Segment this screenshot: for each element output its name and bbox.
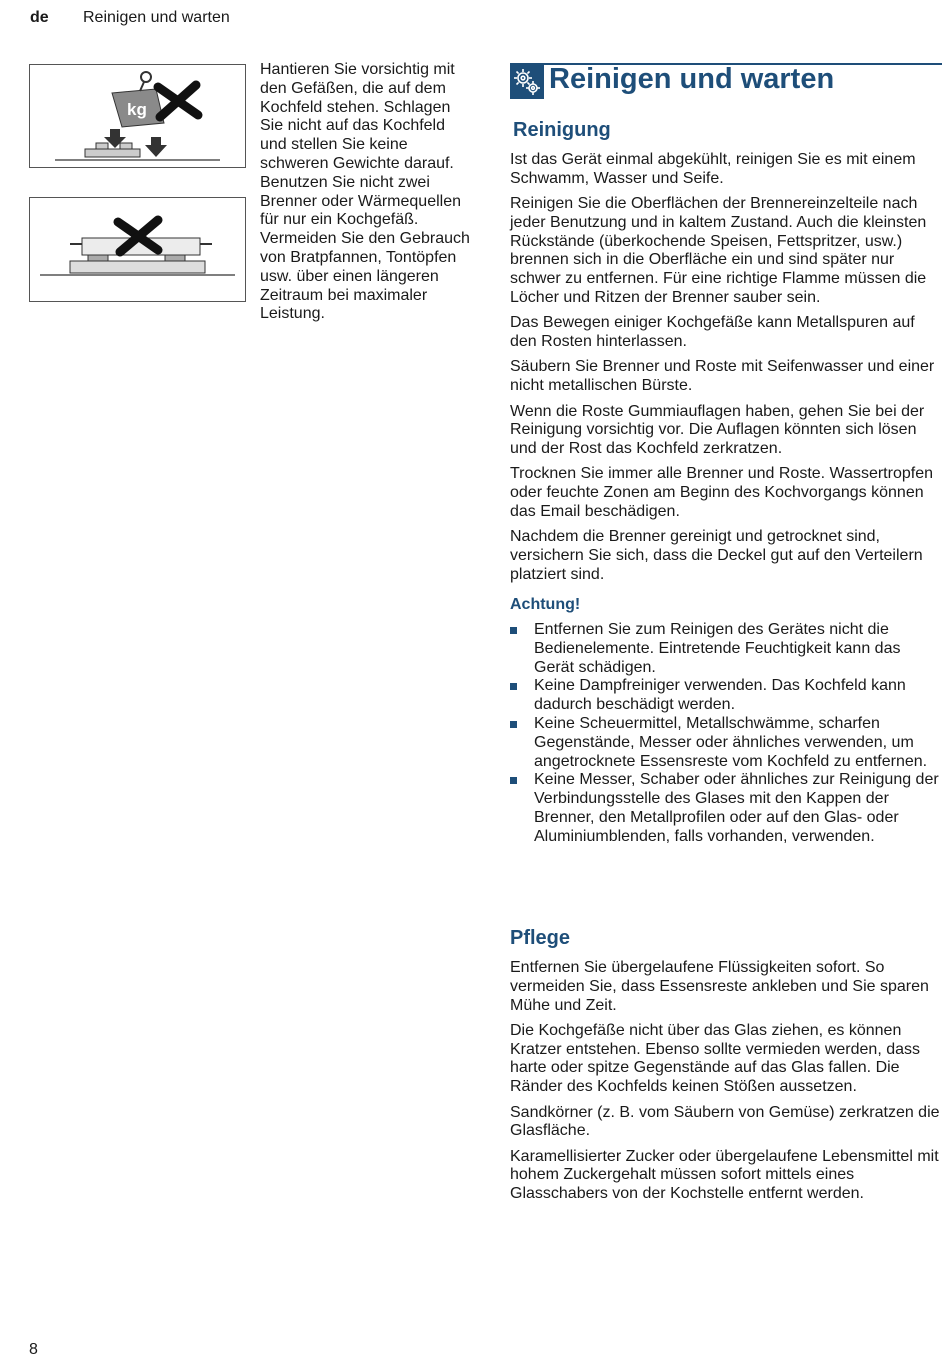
list-item: Keine Dampfreiniger verwenden. Das Kochfeld kann dadurch beschädigt werden. (510, 677, 942, 715)
header-section-title: Reinigen und warten (83, 9, 230, 26)
list-item: Keine Messer, Schaber oder ähnliches zur Reinigung der Verbindungsstelle des Glases mit den Kappen der Brenner, den Metallprofilen oder auf den Glas- oder Aluminiumblenden, falls vorhanden, verwenden. (510, 771, 942, 846)
reinigung-section (510, 151, 942, 847)
reinigung-paragraph: Ist das Gerät einmal abgekühlt, reinigen Sie es mit einem Schwamm, Wasser und Seife. (510, 151, 916, 187)
achtung-label: Achtung! (510, 595, 581, 613)
bullet-square-icon (510, 683, 517, 690)
bullet-square-icon (510, 721, 517, 728)
left-paragraph: Vermeiden Sie den Gebrauch von Bratpfannen, Tontöpfen usw. über einen längeren Zeitraum bei maximaler Leistung. (260, 230, 470, 323)
page-title: Reinigen und warten (549, 63, 835, 95)
pflege-paragraph: Entfernen Sie übergelaufene Flüssigkeiten sofort. So vermeiden Sie, dass Essensreste ankleben und Sie sparen Mühe und Zeit. (510, 959, 929, 1014)
pflege-paragraph: Karamellisierter Zucker oder übergelaufene Lebensmittel mit hohem Zuckergehalt müssen sofort mittels eines Glasschabers von der Kochstelle entfernt werden. (510, 1147, 939, 1203)
reinigung-paragraph: Trocknen Sie immer alle Brenner und Roste. Wassertropfen oder feuchte Zonen am Beginn des Kochvorgangs können das Email beschädigen. (510, 465, 933, 521)
left-paragraph: Hantieren Sie vorsichtig mit den Gefäßen, die auf dem Kochfeld stehen. Schlagen Sie nicht auf das Kochfeld und stellen Sie keine schweren Gewichte darauf. (260, 61, 455, 172)
page-number: 8 (29, 1341, 38, 1358)
illustration-no-two-burners (29, 197, 246, 302)
illustration-no-heavy-weights (29, 64, 246, 168)
pflege-paragraph: Die Kochgefäße nicht über das Glas ziehen, es können Kratzer entstehen. Ebenso sollte vermieden werden, dass harte oder spitze Gegenstände auf das Glas fallen. Die Ränder des Kochfelds keinen Stößen aussetzen. (510, 1021, 921, 1096)
reinigung-paragraph: Wenn die Roste Gummiauflagen haben, gehen Sie bei der Reinigung vorsichtig vor. Die Auflagen könnten sich lösen und der Rost das Kochfeld zerkratzen. (510, 402, 925, 458)
cross-mark-icon (158, 85, 198, 117)
pflege-paragraph: Sandkörner (z. B. vom Säubern von Gemüse) zerkratzen die Glasfläche. (510, 1103, 940, 1140)
bullet-square-icon (510, 627, 517, 634)
achtung-list (510, 621, 942, 847)
weight-label: kg (127, 100, 147, 119)
left-column-text (260, 61, 475, 324)
reinigung-paragraph: Das Bewegen einiger Kochgefäße kann Metallspuren auf den Rosten hinterlassen. (510, 314, 915, 351)
left-paragraph: Benutzen Sie nicht zwei Brenner oder Wärmequellen für nur ein Kochgefäß. (260, 173, 461, 229)
heading-pflege: Pflege (510, 927, 571, 949)
pflege-section (510, 959, 942, 1211)
gear-maintenance-icon (510, 65, 544, 99)
list-item: Keine Scheuermittel, Metallschwämme, scharfen Gegenstände, Messer oder ähnliches verwenden, um angetrocknete Essensreste vom Kochfeld zu entfernen. (510, 715, 942, 771)
heading-reinigung: Reinigung (513, 119, 611, 141)
reinigung-paragraph: Reinigen Sie die Oberflächen der Brennereinzelteile nach jeder Benutzung und in kaltem Zustand. Auch die kleinsten Rückstände (überkochende Speisen, Fettspritzer, usw.) brennen sich in die Oberfläche ein und sind später nur schwer zu entfernen. Für eine richtige Flamme müssen die Löcher und Ritzen der Brenner sauber sein. (510, 195, 927, 307)
list-item: Entfernen Sie zum Reinigen des Gerätes nicht die Bedienelemente. Eintretende Feuchtigkeit kann das Gerät schädigen. (510, 621, 942, 677)
reinigung-paragraph: Säubern Sie Brenner und Roste mit Seifenwasser und einer nicht metallischen Bürste. (510, 358, 935, 395)
reinigung-paragraph: Nachdem die Brenner gereinigt und getrocknet sind, versichern Sie sich, dass die Deckel gut auf den Verteilern platziert sind. (510, 528, 923, 583)
bullet-square-icon (510, 777, 517, 784)
header-language: de (30, 9, 49, 26)
